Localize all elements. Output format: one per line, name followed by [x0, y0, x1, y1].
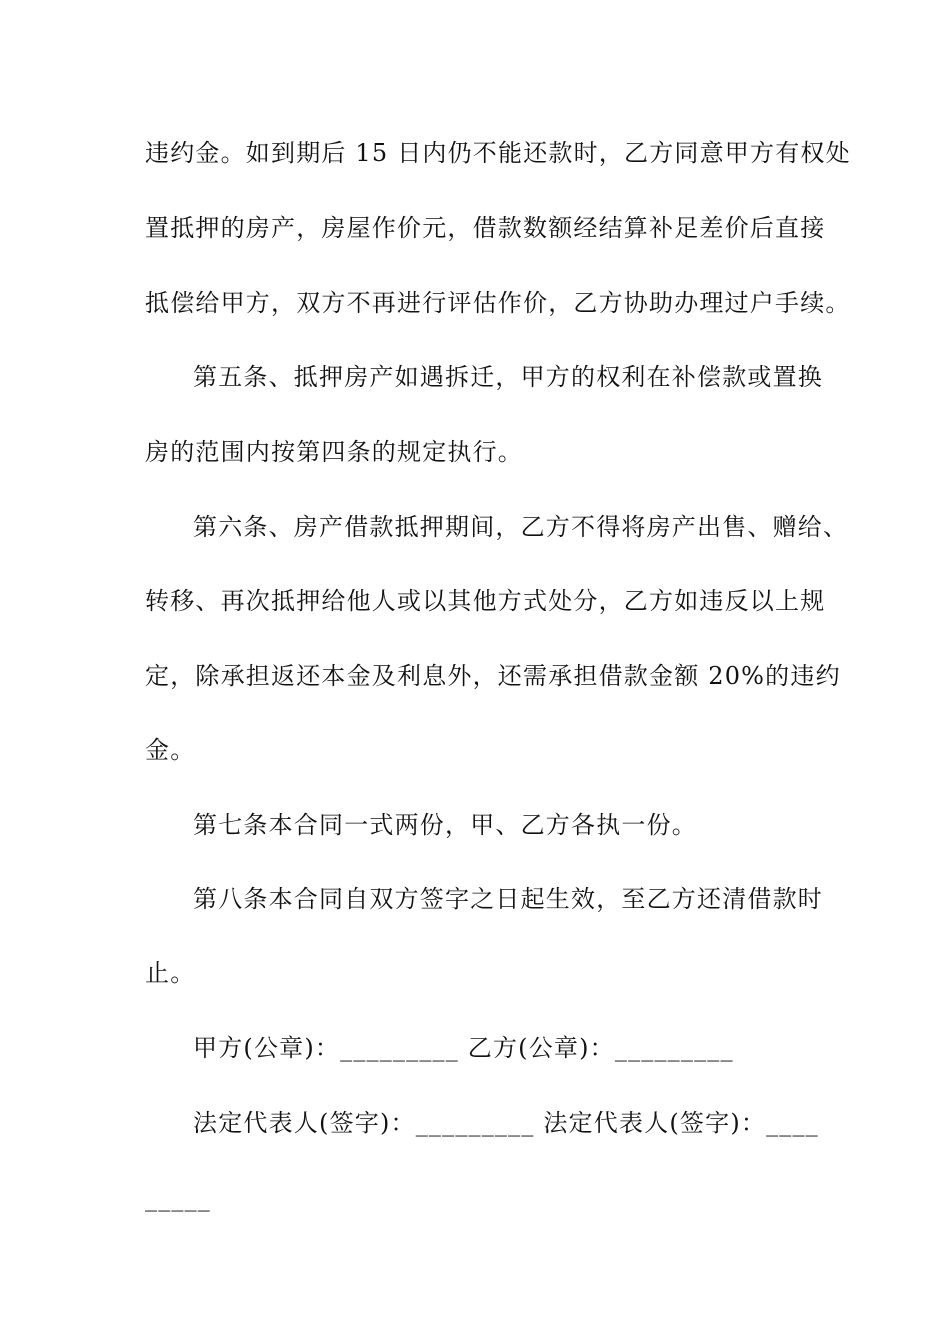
clause-8-line: 第八条本合同自双方签字之日起生效，至乙方还清借款时 — [193, 885, 823, 913]
text-line: 转移、再次抵押给他人或以其他方式处分，乙方如违反以上规 — [145, 587, 826, 615]
signature-line: 法定代表人(签字)：_________ 法定代表人(签字)：____ — [193, 1109, 819, 1137]
text-line: 房的范围内按第四条的规定执行。 — [145, 438, 523, 466]
clause-5-line: 第五条、抵押房产如遇拆迁，甲方的权利在补偿款或置换 — [193, 363, 823, 391]
text-line: 置抵押的房产，房屋作价元，借款数额经结算补足差价后直接 — [145, 214, 826, 242]
text-line: 定，除承担返还本金及利息外，还需承担借款金额 20%的违约 — [145, 662, 841, 690]
text-line: 金。 — [145, 736, 196, 764]
party-seal-line: 甲方(公章)：_________ 乙方(公章)：_________ — [193, 1034, 734, 1062]
clause-6-line: 第六条、房产借款抵押期间，乙方不得将房产出售、赠给、 — [193, 513, 849, 541]
text-line: 抵偿给甲方，双方不再进行评估作价，乙方协助办理过户手续。 — [145, 289, 851, 317]
clause-7-line: 第七条本合同一式两份，甲、乙方各执一份。 — [193, 811, 697, 839]
signature-blank-continued: _____ — [145, 1184, 211, 1212]
text-line: 止。 — [145, 959, 196, 987]
text-line: 违约金。如到期后 15 日内仍不能还款时，乙方同意甲方有权处 — [145, 139, 851, 167]
